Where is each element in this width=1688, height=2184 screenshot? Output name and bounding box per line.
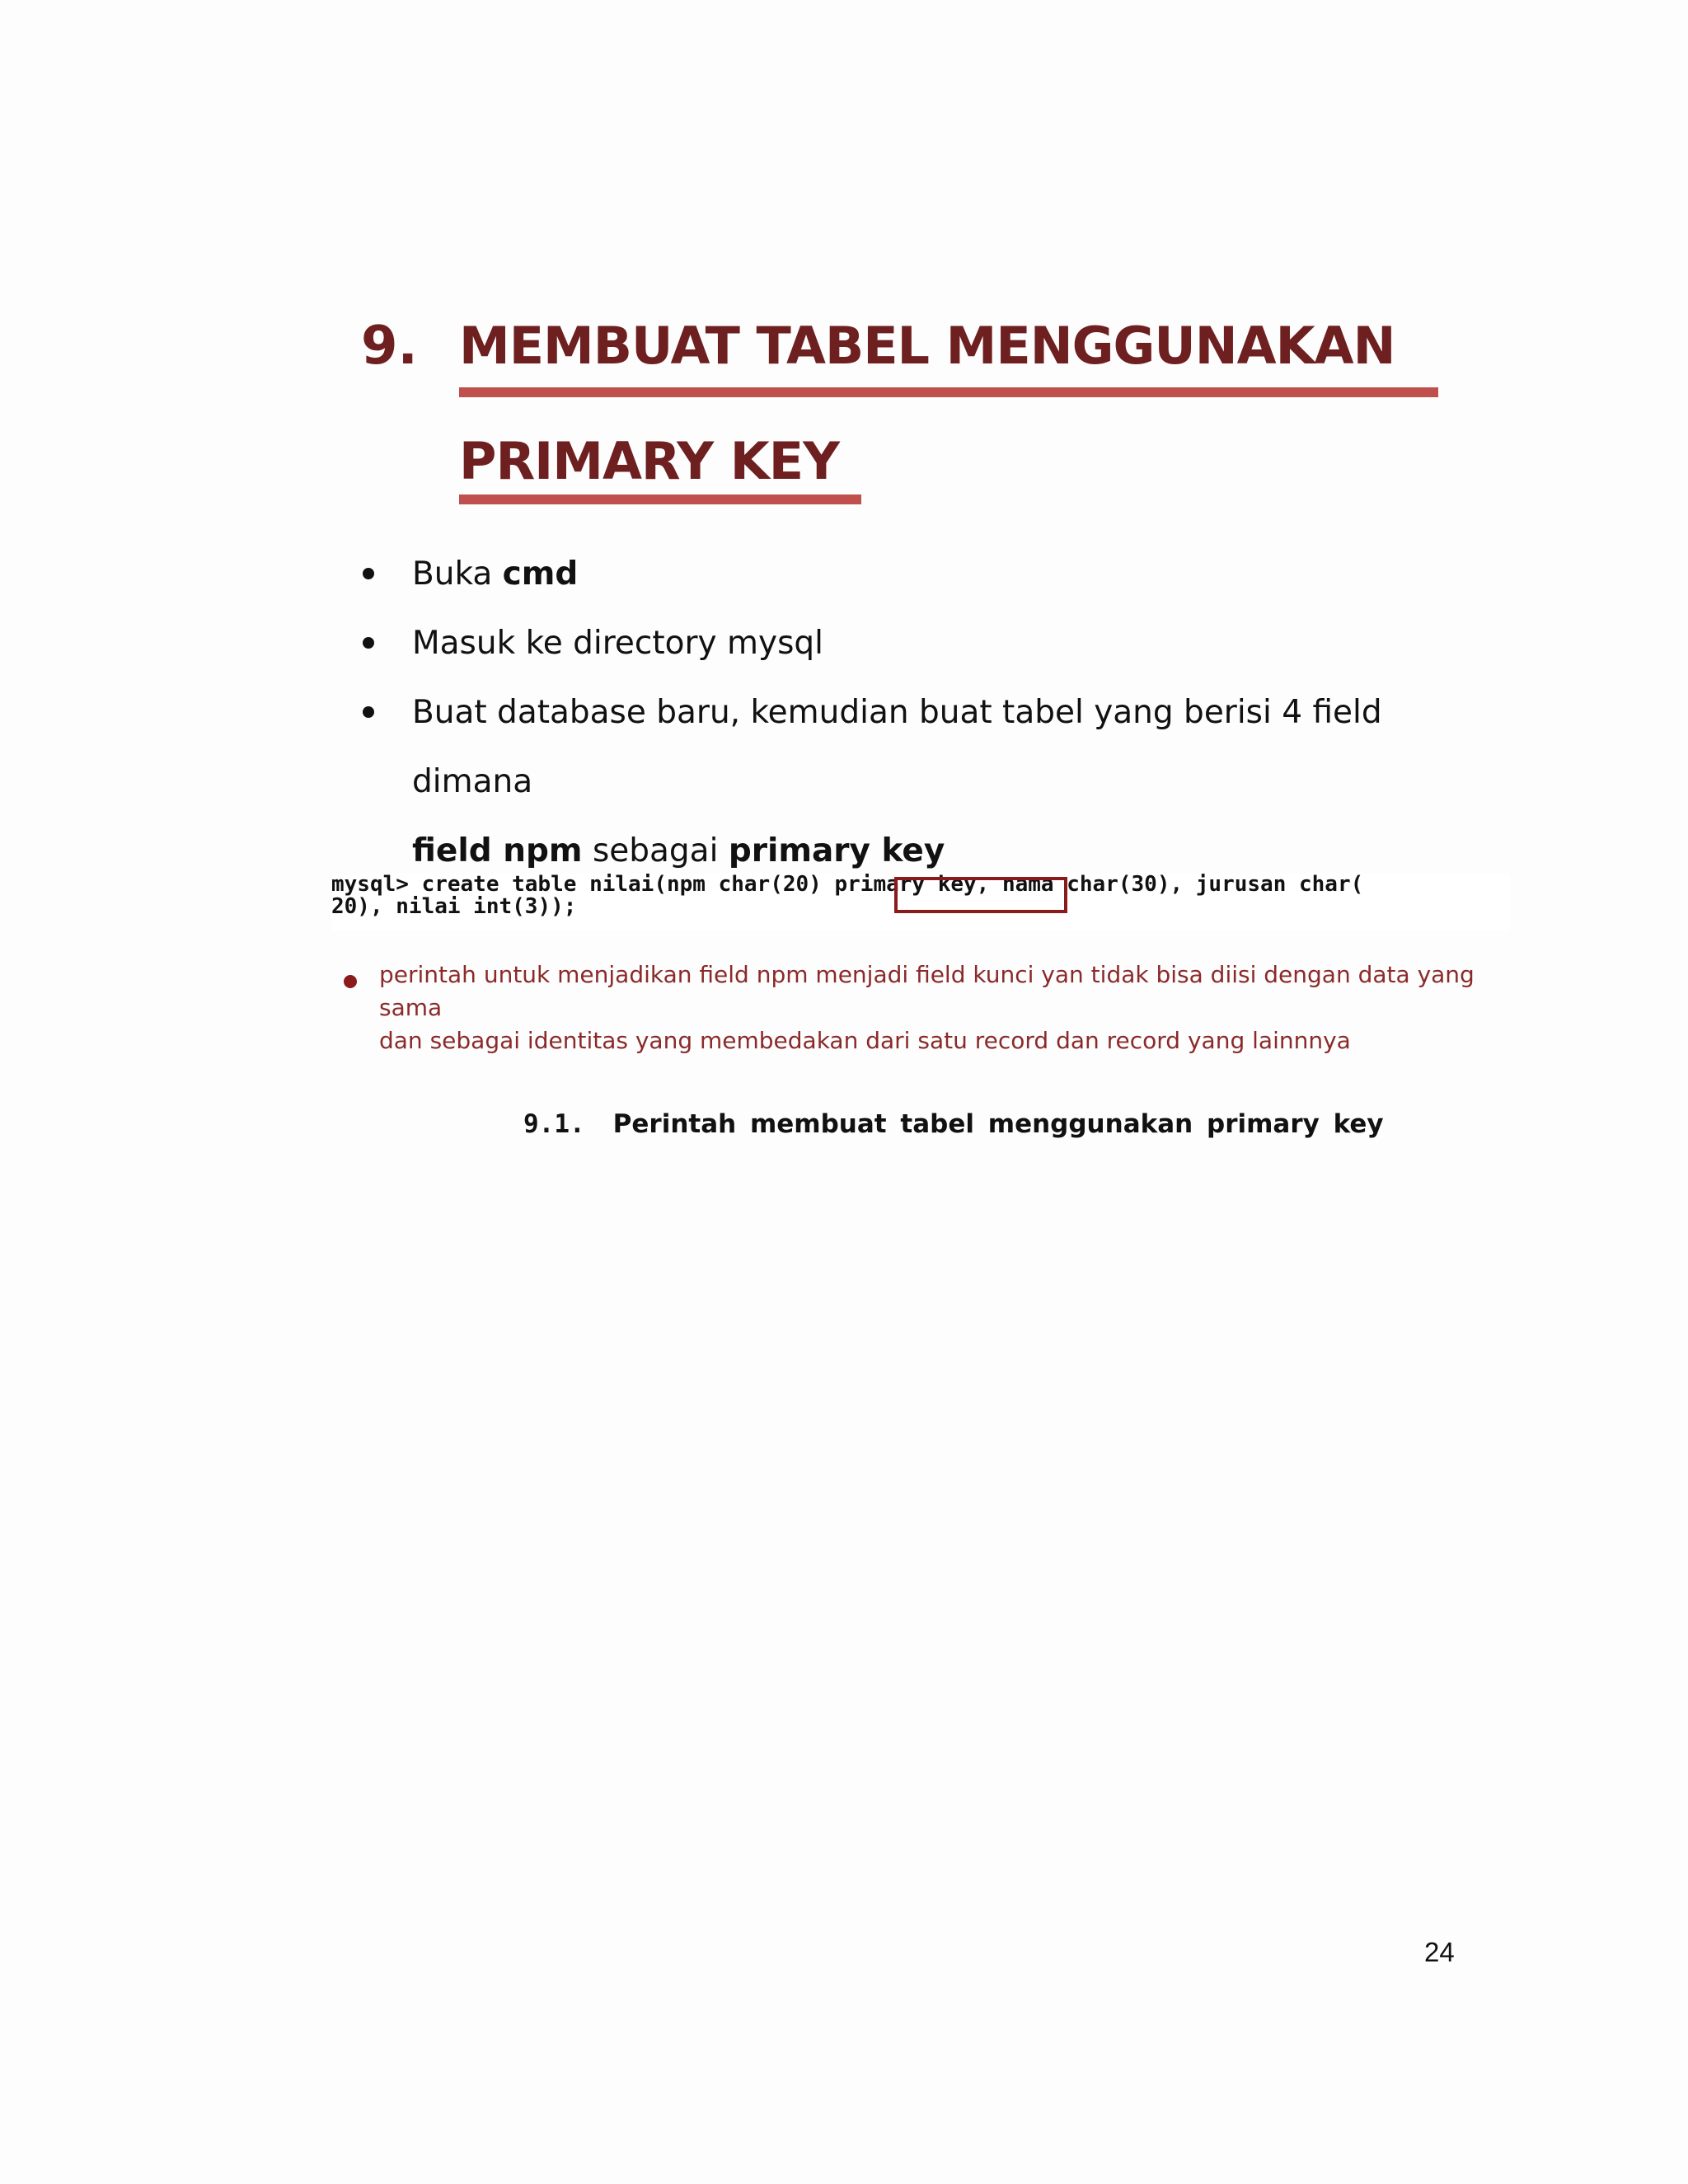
note-bullet-icon xyxy=(344,975,357,988)
note-line-2: dan sebagai identitas yang membedakan dari satu record dan record yang lainnnya xyxy=(379,1027,1351,1054)
caption-number: 9.1. xyxy=(523,1109,585,1139)
annotation-note xyxy=(379,958,1533,1057)
page-number: 24 xyxy=(1424,1937,1455,1967)
primary-key-highlight-box xyxy=(894,877,1067,913)
title-underline-1 xyxy=(459,387,1438,397)
title-underline-2 xyxy=(459,494,861,504)
bullet-icon xyxy=(363,568,374,579)
step-list xyxy=(354,540,1508,886)
step-text: Masuk ke directory mysql xyxy=(412,625,824,662)
step-bold: field npm xyxy=(412,832,583,869)
step-text: Buat database baru, kemudian buat tabel yang berisi 4 field dimana xyxy=(412,694,1382,800)
step-text: sebagai xyxy=(582,832,729,869)
figure-caption xyxy=(523,1109,1384,1139)
step-item xyxy=(354,540,1508,609)
step-item xyxy=(354,609,1508,678)
section-number: 9. xyxy=(361,316,418,377)
bullet-icon xyxy=(363,637,374,649)
note-line-1: perintah untuk menjadikan field npm menjadi field kunci yan tidak bisa diisi dengan data yang sama xyxy=(379,961,1475,1021)
step-bold: cmd xyxy=(502,555,579,593)
step-bold: primary key xyxy=(728,832,945,869)
caption-text: Perintah membuat tabel menggunakan primary key xyxy=(612,1109,1384,1139)
terminal-line-1: mysql> create table nilai(npm char(20) primary key, nama char(30), jurusan char( xyxy=(331,872,1364,897)
terminal-line-2: 20), nilai int(3)); xyxy=(331,894,577,919)
bullet-icon xyxy=(363,706,374,718)
step-text: Buka xyxy=(412,555,503,593)
step-item xyxy=(354,678,1508,886)
section-title-line-2: PRIMARY KEY xyxy=(459,431,840,491)
section-title-line-1: MEMBUAT TABEL MENGGUNAKAN xyxy=(459,316,1395,376)
